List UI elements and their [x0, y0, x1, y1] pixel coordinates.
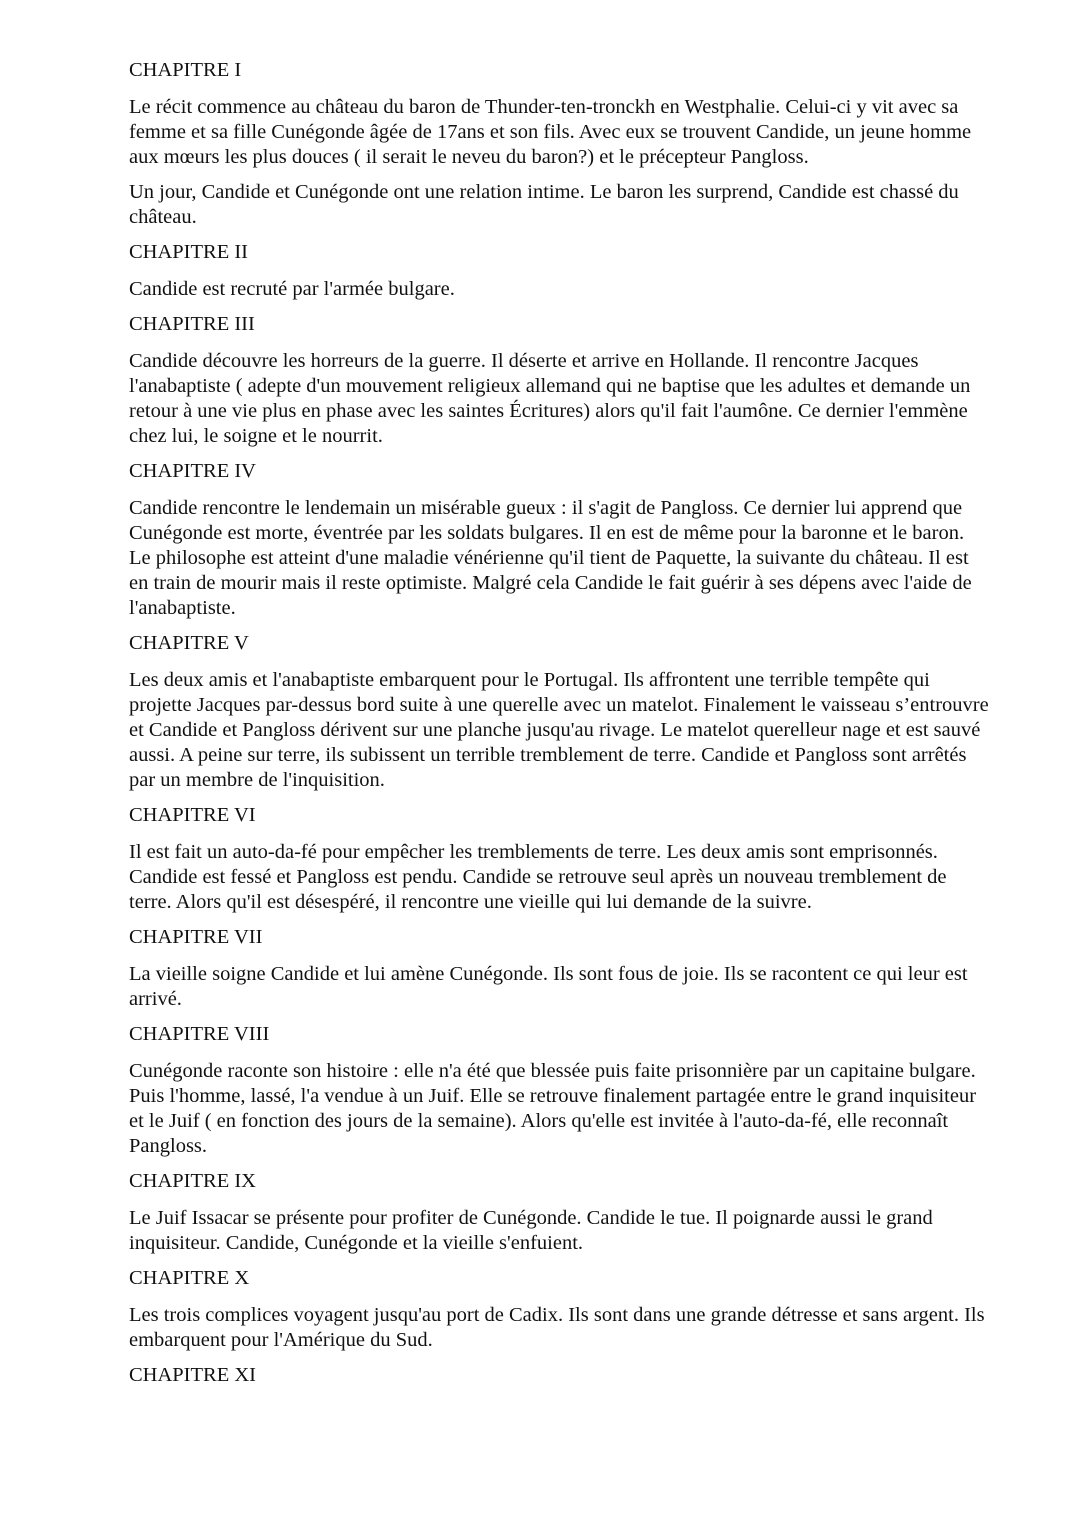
chapter-paragraph: Candide découvre les horreurs de la guerre. Il déserte et arrive en Hollande. Il rencontre Jacques l'anabaptiste ( adepte d'un mouvement religieux allemand qui ne baptise que les adultes et demande un retour à une vie plus en phase avec les saintes Écritures) alors qu'il fait l'aumône. Ce dernier l'emmène chez lui, le soigne et le nourrit. [129, 350, 971, 447]
chapter-11 [129, 1363, 989, 1388]
chapter-paragraph: Un jour, Candide et Cunégonde ont une relation intime. Le baron les surprend, Candide est chassé du château. [129, 181, 959, 228]
chapter-3 [129, 312, 989, 449]
document-page [129, 58, 989, 1400]
chapter-2 [129, 240, 989, 302]
chapter-paragraph: Candide est recruté par l'armée bulgare. [129, 278, 455, 300]
chapter-heading: CHAPITRE IX [129, 1170, 256, 1192]
chapter-paragraph: Cunégonde raconte son histoire : elle n'a été que blessée puis faite prisonnière par un capitaine bulgare. Puis l'homme, lassé, l'a vendue à un Juif. Elle se retrouve finalement partagée entre le grand inquisiteur et le Juif ( en fonction des jours de la semaine). Alors qu'elle est invitée à l'auto-da-fé, elle reconnaît Pangloss. [129, 1060, 977, 1157]
chapter-4 [129, 459, 989, 621]
chapter-paragraph: Les deux amis et l'anabaptiste embarquent pour le Portugal. Ils affrontent une terrible tempête qui projette Jacques par-dessus bord suite à une querelle avec un matelot. Finalement le vaisseau s’entrouvre et Candide et Pangloss dérivent sur une planche jusqu'au rivage. Le matelot querelleur nage et est sauvé aussi. A peine sur terre, ils subissent un terrible tremblement de terre. Candide et Pangloss sont arrêtés par un membre de l'inquisition. [129, 669, 989, 791]
chapter-heading: CHAPITRE XI [129, 1364, 256, 1386]
chapter-10 [129, 1266, 989, 1353]
chapter-heading: CHAPITRE V [129, 632, 249, 654]
chapter-5 [129, 631, 989, 793]
chapter-heading: CHAPITRE VI [129, 804, 256, 826]
chapter-6 [129, 803, 989, 915]
chapter-paragraph: Il est fait un auto-da-fé pour empêcher les tremblements de terre. Les deux amis sont emprisonnés. Candide est fessé et Pangloss est pendu. Candide se retrouve seul après un nouveau tremblement de terre. Alors qu'il est désespéré, il rencontre une vieille qui lui demande de la suivre. [129, 841, 947, 913]
chapter-paragraph: Les trois complices voyagent jusqu'au port de Cadix. Ils sont dans une grande détresse et sans argent. Ils embarquent pour l'Amérique du Sud. [129, 1304, 985, 1351]
chapter-heading: CHAPITRE III [129, 313, 255, 335]
chapter-paragraph: Le récit commence au château du baron de Thunder-ten-tronckh en Westphalie. Celui-ci y vit avec sa femme et sa fille Cunégonde âgée de 17ans et son fils. Avec eux se trouvent Candide, un jeune homme aux mœurs les plus douces ( il serait le neveu du baron?) et le précepteur Pangloss. [129, 96, 972, 168]
chapter-heading: CHAPITRE X [129, 1267, 250, 1289]
chapter-7 [129, 925, 989, 1012]
chapter-1 [129, 58, 989, 230]
chapter-heading: CHAPITRE II [129, 241, 249, 263]
chapter-paragraph: Le Juif Issacar se présente pour profiter de Cunégonde. Candide le tue. Il poignarde aussi le grand inquisiteur. Candide, Cunégonde et la vieille s'enfuient. [129, 1207, 933, 1254]
chapter-paragraph: Candide rencontre le lendemain un misérable gueux : il s'agit de Pangloss. Ce dernier lui apprend que Cunégonde est morte, éventrée par les soldats bulgares. Il en est de même pour la baronne et le baron. Le philosophe est atteint d'une maladie vénérienne qu'il tient de Paquette, la suivante du château. Il est en train de mourir mais il reste optimiste. Malgré cela Candide le fait guérir à ses dépens avec l'aide de l'anabaptiste. [129, 497, 972, 619]
chapter-heading: CHAPITRE I [129, 59, 242, 81]
chapter-heading: CHAPITRE VII [129, 926, 263, 948]
chapter-heading: CHAPITRE IV [129, 460, 256, 482]
chapter-9 [129, 1169, 989, 1256]
chapter-paragraph: La vieille soigne Candide et lui amène Cunégonde. Ils sont fous de joie. Ils se racontent ce qui leur est arrivé. [129, 963, 968, 1010]
chapter-8 [129, 1022, 989, 1159]
chapter-heading: CHAPITRE VIII [129, 1023, 270, 1045]
